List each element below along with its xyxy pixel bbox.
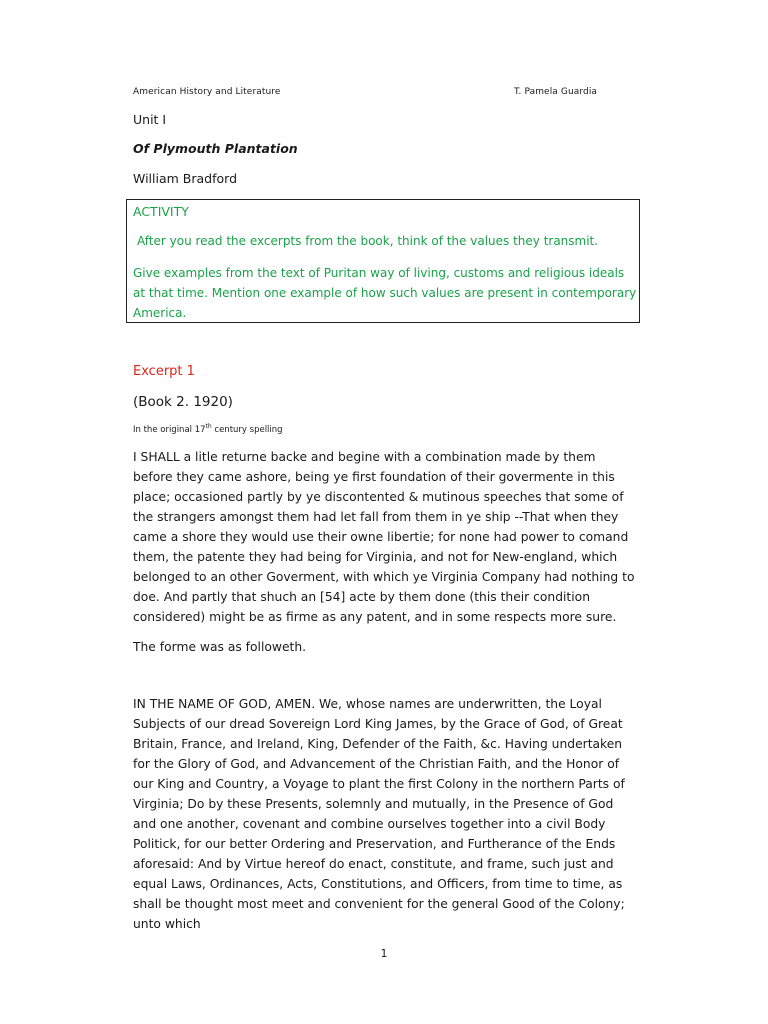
activity-box xyxy=(126,199,640,323)
excerpt-paragraph-1: I SHALL a litle returne backe and begine with a combination made by them before they came ashore, being ye first foundation of their govermente in this place; occasioned partly by ye discontented & mutinous speeches that some of the strangers amongst them had let fall from them in ye ship --That when they came a shore they would use their owne libertie; for none had power to comand them, the patente they had being for Virginia, and not for New-england, which belonged to an other Goverment, with which ye Virginia Company had nothing to doe. And partly that shuch an [54] acte by them done (this their condition considered) might be as firme as any patent, and in some respects more sure. xyxy=(133,450,635,624)
excerpt-paragraph-2: The forme was as followeth. xyxy=(133,640,307,654)
course-header: American History and Literature xyxy=(133,87,281,97)
excerpt-paragraph-3: IN THE NAME OF GOD, AMEN. We, whose names are underwritten, the Loyal Subjects of our dread Sovereign Lord King James, by the Grace of God, of Great Britain, France, and Ireland, King, Defender of the Faith, &c. Having undertaken for the Glory of God, and Advancement of the Christian Faith, and the Honor of our King and Country, a Voyage to plant the first Colony in the northern Parts of Virginia; Do by these Presents, solemnly and mutually, in the Presence of God and one another, covenant and combine ourselves together into a civil Body Politick, for our better Ordering and Preservation, and Furtherance of the Ends aforesaid: And by Virtue hereof do enact, constitute, and frame, such just and equal Laws, Ordinances, Acts, Constitutions, and Officers, from time to time, as shall be thought most meet and convenient for the general Good of the Colony; unto which xyxy=(133,697,625,931)
spelling-note-prefix: In the original 17 xyxy=(133,424,206,435)
spelling-note xyxy=(133,423,283,435)
activity-task: Give examples from the text of Puritan way of living, customs and religious ideals at that time. Mention one example of how such values are present in contemporary America. xyxy=(133,266,637,320)
activity-instruction: After you read the excerpts from the book, think of the values they transmit. xyxy=(137,234,599,248)
book-reference: (Book 2. 1920) xyxy=(133,394,233,410)
page-number: 1 xyxy=(380,947,388,960)
excerpt-heading: Excerpt 1 xyxy=(133,364,195,379)
teacher-header: T. Pamela Guardia xyxy=(514,87,598,97)
document-title: Of Plymouth Plantation xyxy=(133,141,298,156)
spelling-note-superscript: th xyxy=(205,423,212,430)
activity-heading: ACTIVITY xyxy=(133,204,189,219)
unit-label: Unit I xyxy=(133,112,167,127)
spelling-note-suffix: century spelling xyxy=(211,424,283,435)
author-name: William Bradford xyxy=(133,171,237,186)
